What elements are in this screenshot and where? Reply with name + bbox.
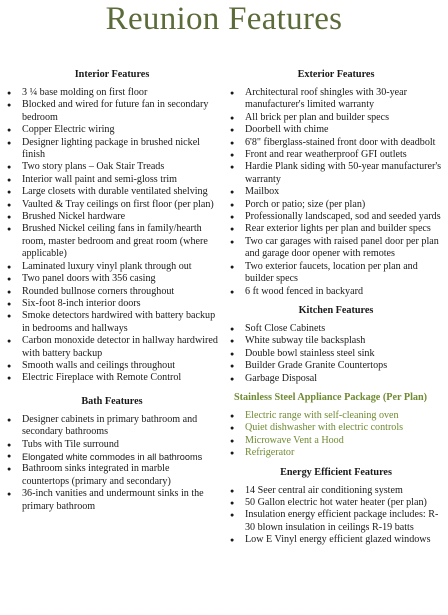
list-item: ● Garbage Disposal xyxy=(228,373,444,385)
list-item: ● Designer lighting package in brushed nickel finish xyxy=(5,137,219,162)
exterior-list xyxy=(228,87,444,298)
interior-list xyxy=(5,87,219,385)
list-item: ● Two story plans – Oak Stair Treads xyxy=(5,161,219,173)
list-item: ● Blocked and wired for future fan in secondary bedroom xyxy=(5,99,219,124)
list-item: ● 6 ft wood fenced in backyard xyxy=(228,286,444,298)
list-item: ● Refrigerator xyxy=(228,447,444,459)
exterior-heading: Exterior Features xyxy=(297,69,375,80)
appliance-list xyxy=(228,410,444,460)
list-item: ● Soft Close Cabinets xyxy=(228,323,444,335)
list-item: ● Interior wall paint and semi-gloss trim xyxy=(5,174,219,186)
list-item: ● Carbon monoxide detector in hallway hardwired with battery backup xyxy=(5,335,219,360)
list-item: ● Smooth walls and ceilings throughout xyxy=(5,360,219,372)
list-item: ● Smoke detectors hardwired with battery backup in bedrooms and hallways xyxy=(5,310,219,335)
list-item: ● Quiet dishwasher with electric controls xyxy=(228,422,444,434)
list-item: ● Double bowl stainless steel sink xyxy=(228,348,444,360)
list-item: ● 3 ¼ base molding on first floor xyxy=(5,87,219,99)
list-item: ● Hardie Plank siding with 50-year manufacturer's warranty xyxy=(228,161,444,186)
list-item: ● Two car garages with raised panel door per plan and garage door opener with remotes xyxy=(228,236,444,261)
list-item: ● 36-inch vanities and undermount sinks in the primary bathroom xyxy=(5,488,219,513)
list-item: ● Rear exterior lights per plan and builder specs xyxy=(228,223,444,235)
list-item: ● Microwave Vent a Hood xyxy=(228,435,444,447)
list-item: ● All brick per plan and builder specs xyxy=(228,112,444,124)
page-title: Reunion Features xyxy=(105,1,343,37)
appliance-heading: Stainless Steel Appliance Package (Per Plan) xyxy=(234,391,428,403)
list-item: ● Tubs with Tile surround xyxy=(5,439,219,451)
list-item: ● Front and rear weatherproof GFI outlets xyxy=(228,149,444,161)
list-item: ● Doorbell with chime xyxy=(228,124,444,136)
list-item: ● White subway tile backsplash xyxy=(228,335,444,347)
list-item: ● Low E Vinyl energy efficient glazed windows xyxy=(228,534,444,546)
list-item: ● Vaulted & Tray ceilings on first floor (per plan) xyxy=(5,199,219,211)
list-item: ● Bathroom sinks integrated in marble countertops (primary and secondary) xyxy=(5,463,219,488)
list-item: ● Mailbox xyxy=(228,186,444,198)
kitchen-list xyxy=(228,323,444,385)
list-item: ● Designer cabinets in primary bathroom and secondary bathrooms xyxy=(5,414,219,439)
list-item: ● Electric Fireplace with Remote Control xyxy=(5,372,219,384)
energy-heading: Energy Efficient Features xyxy=(280,466,392,478)
list-item: ● Porch or patio; size (per plan) xyxy=(228,199,444,211)
interior-heading: Interior Features xyxy=(74,69,150,80)
list-item: ● 50 Gallon electric hot water heater (per plan) xyxy=(228,497,444,509)
list-item: ● Electric range with self-cleaning oven xyxy=(228,410,444,422)
bath-heading: Bath Features xyxy=(81,395,143,407)
kitchen-heading: Kitchen Features xyxy=(298,304,374,316)
list-item: ● Architectural roof shingles with 30-year manufacturer's limited warranty xyxy=(228,87,444,112)
list-item: ● Builder Grade Granite Countertops xyxy=(228,360,444,372)
right-column xyxy=(228,62,444,547)
list-item: ● Laminated luxury vinyl plank through out xyxy=(5,261,219,273)
list-item: ● Large closets with durable ventilated shelving xyxy=(5,186,219,198)
list-item: ● Brushed Nickel hardware xyxy=(5,211,219,223)
list-item: ● Copper Electric wiring xyxy=(5,124,219,136)
list-item: ● Insulation energy efficient package includes: R-30 blown insulation in ceilings R-19 batts xyxy=(228,509,444,534)
list-item: ● Brushed Nickel ceiling fans in family/hearth room, master bedroom and great room (where applicable) xyxy=(5,223,219,260)
list-item: ● 6'8" fiberglass-stained front door with deadbolt xyxy=(228,137,444,149)
list-item: ● Elongated white commodes in all bathrooms xyxy=(5,451,219,463)
left-column xyxy=(5,62,219,513)
list-item: ● Two exterior faucets, location per plan and builder specs xyxy=(228,261,444,286)
list-item: ● Six-foot 8-inch interior doors xyxy=(5,298,219,310)
energy-list xyxy=(228,485,444,547)
list-item: ● Professionally landscaped, sod and seeded yards xyxy=(228,211,444,223)
list-item: ● Rounded bullnose corners throughout xyxy=(5,286,219,298)
list-item: ● Two panel doors with 356 casing xyxy=(5,273,219,285)
bath-list xyxy=(5,414,219,513)
list-item: ● 14 Seer central air conditioning system xyxy=(228,485,444,497)
